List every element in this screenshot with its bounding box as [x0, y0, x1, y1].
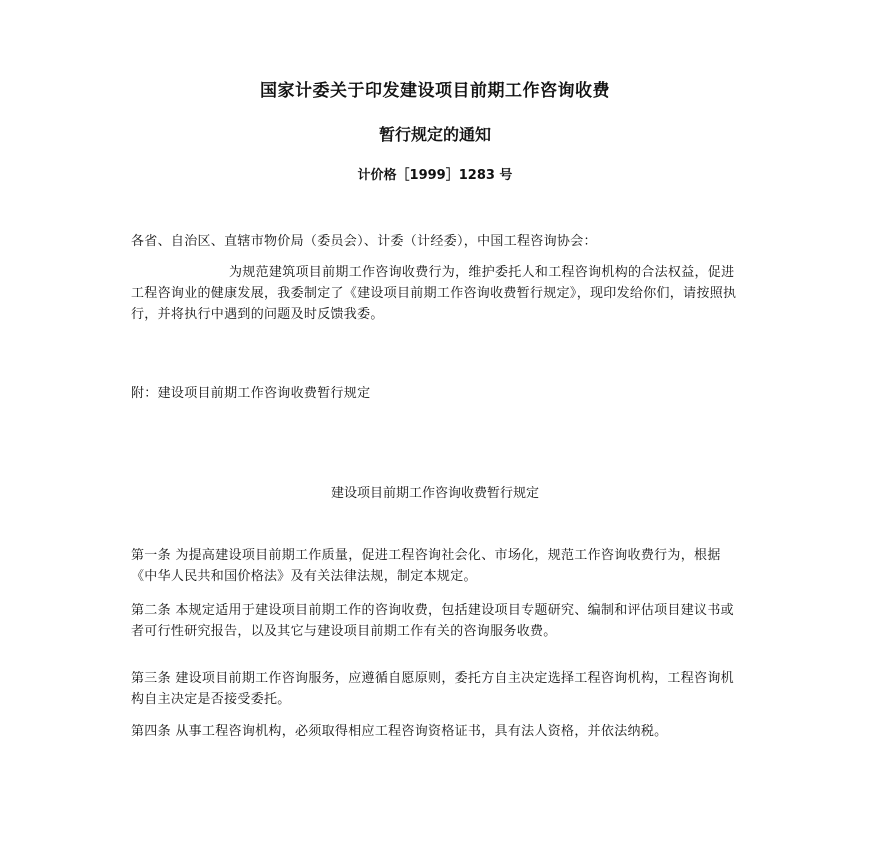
article-2: 第二条 本规定适用于建设项目前期工作的咨询收费，包括建设项目专题研究、编制和评估项目建议书或者可行性研究报告，以及其它与建设项目前期工作有关的咨询服务收费。 — [131, 603, 734, 639]
salutation: 各省、自治区、直辖市物价局（委员会）、计委（计经委），中国工程咨询协会： — [131, 234, 597, 249]
notice-paragraph: 为规范建筑项目前期工作咨询收费行为，维护委托人和工程咨询机构的合法权益，促进工程咨询业的健康发展，我委制定了《建设项目前期工作咨询收费暂行规定》，现印发给你们，请按照执行，并将执行中遇到的问题及时反馈我委。 — [131, 265, 737, 322]
attachment-line: 附：建设项目前期工作咨询收费暂行规定 — [131, 386, 371, 401]
document-title-line-1: 国家计委关于印发建设项目前期工作咨询收费 — [260, 81, 610, 101]
article-4: 第四条 从事工程咨询机构，必须取得相应工程咨询资格证书，具有法人资格，并依法纳税。 — [131, 724, 668, 739]
document-title-line-2: 暂行规定的通知 — [378, 125, 491, 144]
regulation-title: 建设项目前期工作咨询收费暂行规定 — [330, 486, 539, 501]
article-1: 第一条 为提高建设项目前期工作质量，促进工程咨询社会化、市场化，规范工作咨询收费行为，根据《中华人民共和国价格法》及有关法律法规，制定本规定。 — [131, 548, 721, 584]
article-3: 第三条 建设项目前期工作咨询服务，应遵循自愿原则，委托方自主决定选择工程咨询机构，工程咨询机构自主决定是否接受委托。 — [131, 671, 734, 707]
document-number: 计价格［1999］1283 号 — [357, 168, 513, 183]
